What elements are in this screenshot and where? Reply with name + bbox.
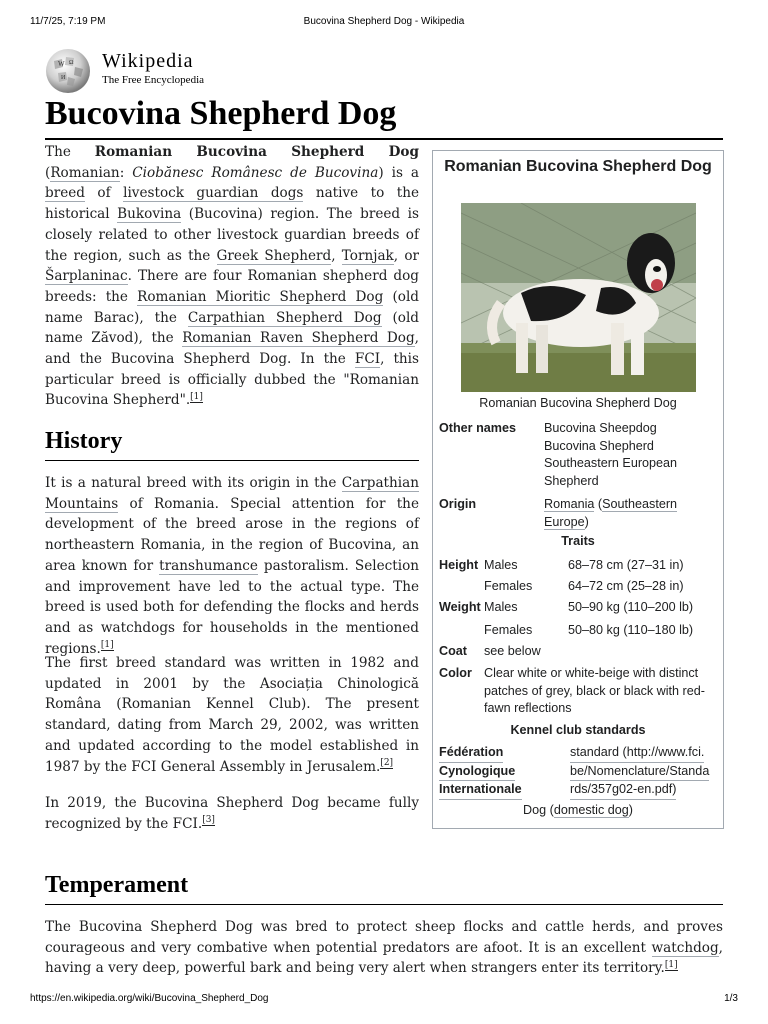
infobox-image-caption: Romanian Bucovina Shepherd Dog xyxy=(479,396,677,410)
weight-label: Weight xyxy=(439,600,481,614)
wikipedia-globe-logo[interactable] xyxy=(44,47,92,95)
coat-label: Coat xyxy=(439,644,467,658)
height-males-value: 68–78 cm (27–31 in) xyxy=(568,558,684,572)
print-url[interactable]: https://en.wikipedia.org/wiki/Bucovina_Shepherd_Dog xyxy=(30,993,269,1004)
page-title: Bucovina Shepherd Dog xyxy=(45,92,723,140)
fci-standard-link[interactable]: standard (http://www.fci. be/Nomenclature/Standa rds/357g02-en.pdf) xyxy=(570,744,720,800)
print-page-title: Bucovina Shepherd Dog - Wikipedia xyxy=(303,16,465,27)
print-page-count: 1/3 xyxy=(724,993,738,1004)
history-paragraph-1: It is a natural breed with its origin in the Carpathian Mountains of Romania. Special attention for the development of the breed arose in the regions of northeastern Romania, in the region of Bucovina, an area known for transhumance pastoralism. Selection and improvement have led to the actual type. The breed is used both for defending the flocks and herds and as watchdogs for households in the mentioned regions.[1] xyxy=(45,475,420,657)
other-names-values: Bucovina Sheepdog Bucovina Shepherd Southeastern European Shepherd xyxy=(544,421,678,488)
fci-label[interactable]: Fédération Cynologique Internationale xyxy=(439,744,522,800)
history-paragraph-2: The first breed standard was written in 1982 and updated in 2001 by the Asociația Chinologică Româna (Romanian Kennel Club). The present standard, dating from March 29, 2002, was written and updated according to the model established in 1987 by the FCI General Assembly in Jerusalem.[2] xyxy=(45,655,419,775)
reference-1[interactable]: [1] xyxy=(664,959,678,970)
infobox: Romanian Bucovina Shepherd Dog Romanian Bucovina Shepherd Dog Other names Bucovina Sheepdog Bucovina Shepherd Southeastern European Shepherd Origin Romania (Southeastern Europe) Traits Height Males 68–78 cm (27–31 in) Females 64–72 cm (25–28 in) Weight Males 50–90 kg (110–200 lb) Females 50–80 kg (110–180 lb) Coat see below Color Clear white or white-beige with distinct patches of grey, black or black with red-fawn reflections Kennel club standards Fédération Cynologique Internationale standard (http://www.fci. be/Nomenclature/Standa rds/357g02-en.pdf) Dog (domestic dog) xyxy=(432,150,724,829)
link-transhumance[interactable]: transhumance xyxy=(159,557,258,574)
link-romanian-mioritic-shepherd-dog[interactable]: Romanian Mioritic Shepherd Dog xyxy=(137,288,384,305)
link-sarplaninac[interactable]: Šarplaninac xyxy=(45,268,128,285)
temperament-paragraph: The Bucovina Shepherd Dog was bred to protect sheep flocks and cattle herds, and proves courageous and very combative when potential predators are afoot. It is an excellent watchdog, having a very deep, powerful bark and being very alert when strangers enter its territory.[1] xyxy=(45,919,723,977)
svg-text:И: И xyxy=(61,75,66,81)
intro-paragraph: The Romanian Bucovina Shepherd Dog (Romanian: Ciobănesc Românesc de Bucovina) is a breed of livestock guardian dogs native to the historical Bukovina (Bucovina) region. The breed is closely related to other livestock guardian breeds of the region, such as the Greek Shepherd, Tornjak, or Šarplaninac. There are four Romanian shepherd dog breeds: the Romanian Mioritic Shepherd Dog (old name Barac), the Carpathian Shepherd Dog (old name Zăvod), the Romanian Raven Shepherd Dog, and the Bucovina Shepherd Dog. In the FCI, this particular breed is officially dubbed the "Romanian Bucovina Shepherd".[1] xyxy=(45,144,420,409)
link-carpathian-shepherd-dog[interactable]: Carpathian Shepherd Dog xyxy=(187,309,382,326)
section-heading-temperament: Temperament xyxy=(45,869,723,905)
other-names-label: Other names xyxy=(439,421,516,435)
color-label: Color xyxy=(439,666,472,680)
traits-heading: Traits xyxy=(561,534,595,548)
breed-name-bold: Romanian Bucovina Shepherd Dog xyxy=(94,144,419,160)
weight-males-value: 50–90 kg (110–200 lb) xyxy=(568,600,694,614)
history-paragraph-3: In 2019, the Bucovina Shepherd Dog became fully recognized by the FCI.[3] xyxy=(45,795,419,832)
height-label: Height xyxy=(439,558,479,572)
link-bukovina[interactable]: Bukovina xyxy=(117,206,182,223)
reference-1[interactable]: [1] xyxy=(100,640,114,651)
section-heading-history: History xyxy=(45,425,419,461)
link-watchdog[interactable]: watchdog xyxy=(651,939,719,956)
dog-photo[interactable] xyxy=(461,203,696,392)
link-fci[interactable]: FCI xyxy=(354,351,381,368)
weight-females-value: 50–80 kg (110–180 lb) xyxy=(568,623,694,637)
infobox-title: Romanian Bucovina Shepherd Dog xyxy=(444,158,712,175)
link-domestic-dog[interactable]: domestic dog xyxy=(553,803,629,817)
infobox-footer: Dog (domestic dog) xyxy=(523,803,633,817)
reference-1[interactable]: [1] xyxy=(190,391,203,402)
wikipedia-tagline: The Free Encyclopedia xyxy=(102,74,205,86)
origin-value: Romania (Southeastern Europe) xyxy=(544,497,678,529)
link-breed[interactable]: breed xyxy=(45,185,85,202)
link-romanian-language[interactable]: Romanian xyxy=(50,164,120,181)
color-value: Clear white or white-beige with distinct patches of grey, black or black with red-fawn reflections xyxy=(484,666,705,715)
link-carpathian-mountains[interactable]: Carpathian Mountains xyxy=(45,475,419,512)
link-greek-shepherd[interactable]: Greek Shepherd xyxy=(216,247,332,264)
link-livestock-guardian-dogs[interactable]: livestock guardian dogs xyxy=(123,185,304,202)
coat-value: see below xyxy=(484,644,541,658)
svg-text:Ω: Ω xyxy=(69,60,74,66)
reference-3[interactable]: [3] xyxy=(202,815,215,826)
wikipedia-wordmark[interactable]: Wikipedia xyxy=(102,50,194,72)
link-southeastern-europe[interactable]: Southeastern Europe xyxy=(544,497,678,529)
kennel-club-heading: Kennel club standards xyxy=(510,723,646,737)
height-females-value: 64–72 cm (25–28 in) xyxy=(568,579,684,593)
origin-label: Origin xyxy=(439,497,477,511)
link-romania[interactable]: Romania xyxy=(544,497,595,511)
print-datetime: 11/7/25, 7:19 PM xyxy=(30,16,106,27)
link-tornjak[interactable]: Tornjak xyxy=(341,247,394,264)
native-name: Ciobănesc Românesc de Bucovina xyxy=(132,164,379,181)
svg-text:W: W xyxy=(58,60,65,68)
link-romanian-raven-shepherd-dog[interactable]: Romanian Raven Shepherd Dog xyxy=(182,330,415,347)
reference-2[interactable]: [2] xyxy=(380,757,394,768)
